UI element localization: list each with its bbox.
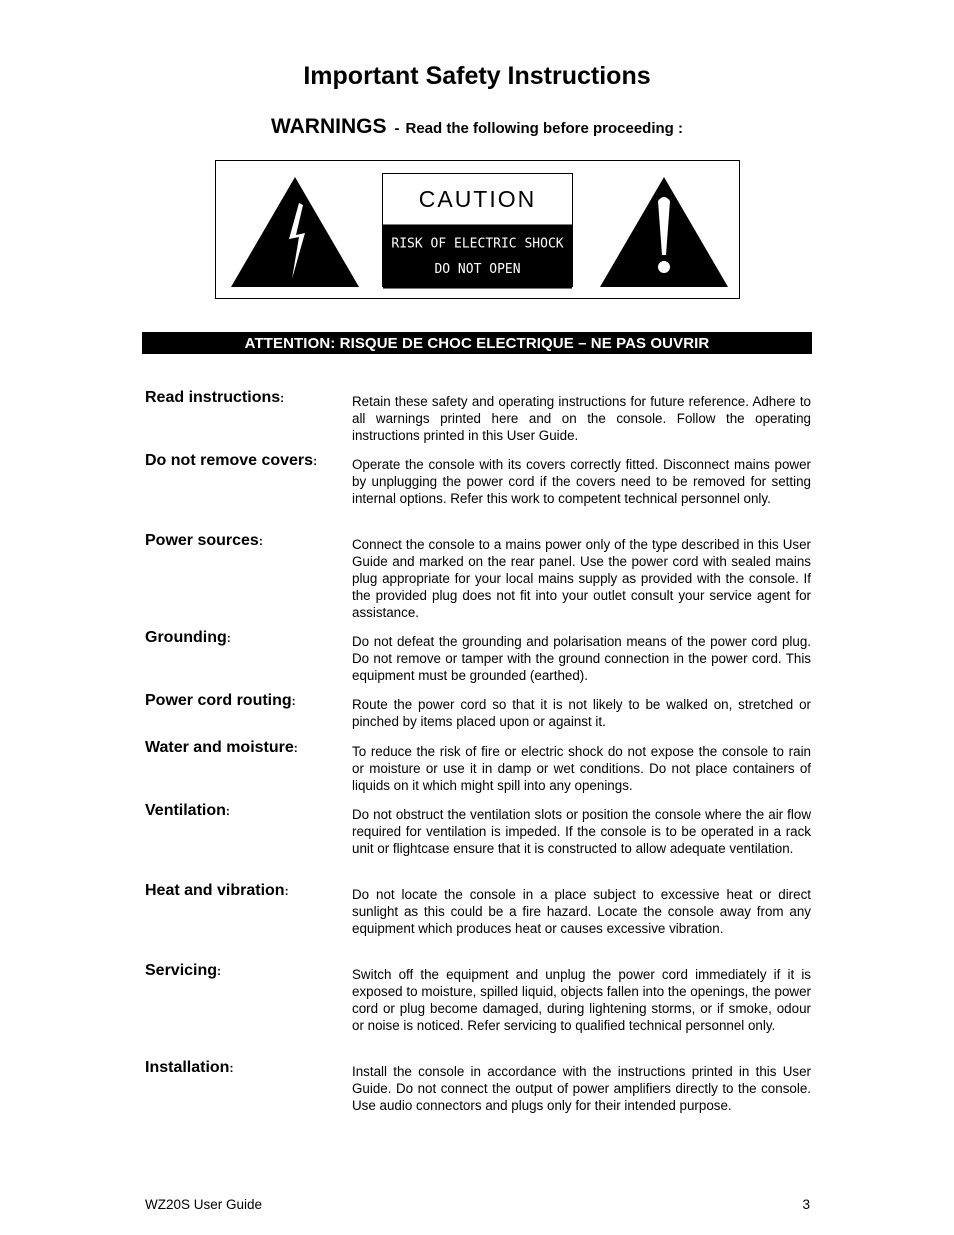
list-item	[145, 692, 811, 730]
item-label-text: Installation	[145, 1059, 230, 1076]
list-item	[145, 1059, 811, 1114]
warnings-word: WARNINGS	[270, 115, 387, 138]
item-label-text: Read instructions	[145, 389, 281, 406]
item-label-text: Water and moisture	[145, 739, 294, 756]
item-label-text: Do not remove covers	[145, 452, 314, 469]
caution-line-1: RISK OF ELECTRIC SHOCK	[391, 235, 564, 252]
item-label-text: Ventilation	[145, 802, 226, 819]
list-item	[145, 532, 811, 621]
item-label-colon: :	[313, 454, 318, 468]
list-item	[145, 629, 811, 684]
warnings-subtitle: Read the following before proceeding :	[405, 120, 683, 137]
item-label-colon: :	[258, 534, 263, 548]
item-label	[145, 692, 296, 710]
item-label	[145, 962, 221, 980]
item-label	[145, 802, 230, 820]
item-label-colon: :	[291, 694, 296, 708]
item-label	[145, 629, 231, 647]
item-text: Connect the console to a mains power only of the type described in this User Guide and marked on the rear panel. Use the power cord with sealed mains plug appropriate for your local mains supply as provided with the console. If the provided plug does not fit into your outlet consult your service agent for assistance.	[352, 537, 811, 620]
caution-panel	[382, 173, 573, 287]
caution-warning-block	[383, 224, 572, 288]
footer-guide-name: WZ20S User Guide	[145, 1197, 263, 1212]
list-item	[145, 739, 811, 794]
list-item	[145, 882, 811, 937]
item-text: Retain these safety and operating instructions for future reference. Adhere to all warnings printed here and on the console. Follow the operating instructions printed in this User Guide.	[352, 394, 811, 443]
item-label-text: Grounding	[145, 629, 227, 646]
item-label-colon: :	[293, 741, 298, 755]
item-label-colon: :	[229, 1061, 234, 1075]
item-text: Do not obstruct the ventilation slots or position the console where the air flow required for ventilation is impeded. If the console is to be operated in a rack unit or flightcase ensure that it is constructed to allow adequate ventilation.	[352, 807, 811, 856]
caution-heading: CAUTION	[383, 174, 572, 226]
attention-banner: ATTENTION: RISQUE DE CHOC ELECTRIQUE – NE PAS OUVRIR	[142, 332, 812, 354]
item-text: Operate the console with its covers correctly fitted. Disconnect mains power by unplugging the power cord if the covers need to be removed for setting internal options. Refer this work to competent technical personnel only.	[352, 457, 811, 506]
item-text: Do not defeat the grounding and polarisation means of the power cord plug. Do not remove or tamper with the ground connection in the power cord. This equipment must be grounded (earthed).	[352, 634, 811, 683]
item-label	[145, 1059, 233, 1077]
warnings-heading	[0, 115, 954, 139]
lightning-bolt-triangle-icon	[229, 175, 361, 289]
warnings-dash: -	[394, 120, 400, 137]
item-label-colon: :	[280, 391, 285, 405]
footer-page-number: 3	[802, 1197, 810, 1212]
list-item	[145, 962, 811, 1034]
item-label-text: Power sources	[145, 532, 259, 549]
item-text: Route the power cord so that it is not likely to be walked on, stretched or pinched by items placed upon or against it.	[352, 697, 811, 729]
item-label	[145, 882, 289, 900]
item-label-colon: :	[226, 631, 231, 645]
page-title: Important Safety Instructions	[303, 62, 651, 90]
item-text: Switch off the equipment and unplug the power cord immediately if it is exposed to moisture, spilled liquid, objects fallen into the openings, the power cord or plug become damaged, during lightening storms, or if smoke, odour or noise is noticed. Refer servicing to qualified technical personnel only.	[352, 967, 811, 1033]
caution-label-box	[215, 160, 740, 299]
item-label-text: Heat and vibration	[145, 882, 285, 899]
item-label-text: Power cord routing	[145, 692, 292, 709]
item-label	[145, 389, 284, 407]
item-text: Install the console in accordance with the instructions printed in this User Guide. Do not connect the output of power amplifiers directly to the console. Use audio connectors and plugs only for their intended purpose.	[352, 1064, 811, 1113]
item-text: To reduce the risk of fire or electric shock do not expose the console to rain or moisture or use it in damp or wet conditions. Do not place containers of liquids on it which might spill into any openings.	[352, 744, 811, 793]
list-item	[145, 389, 811, 444]
caution-line-2: DO NOT OPEN	[434, 260, 521, 277]
exclamation-triangle-icon	[598, 175, 730, 289]
item-label	[145, 739, 298, 757]
item-text: Do not locate the console in a place subject to excessive heat or direct sunlight as this could be a fire hazard. Locate the console away from any equipment which produces heat or causes excessive vibration.	[352, 887, 811, 936]
list-item	[145, 802, 811, 857]
item-label	[145, 532, 263, 550]
item-label-colon: :	[225, 804, 230, 818]
item-label	[145, 452, 317, 470]
item-label-text: Servicing	[145, 962, 218, 979]
item-label-colon: :	[217, 964, 222, 978]
list-item	[145, 452, 811, 507]
item-label-colon: :	[284, 884, 289, 898]
